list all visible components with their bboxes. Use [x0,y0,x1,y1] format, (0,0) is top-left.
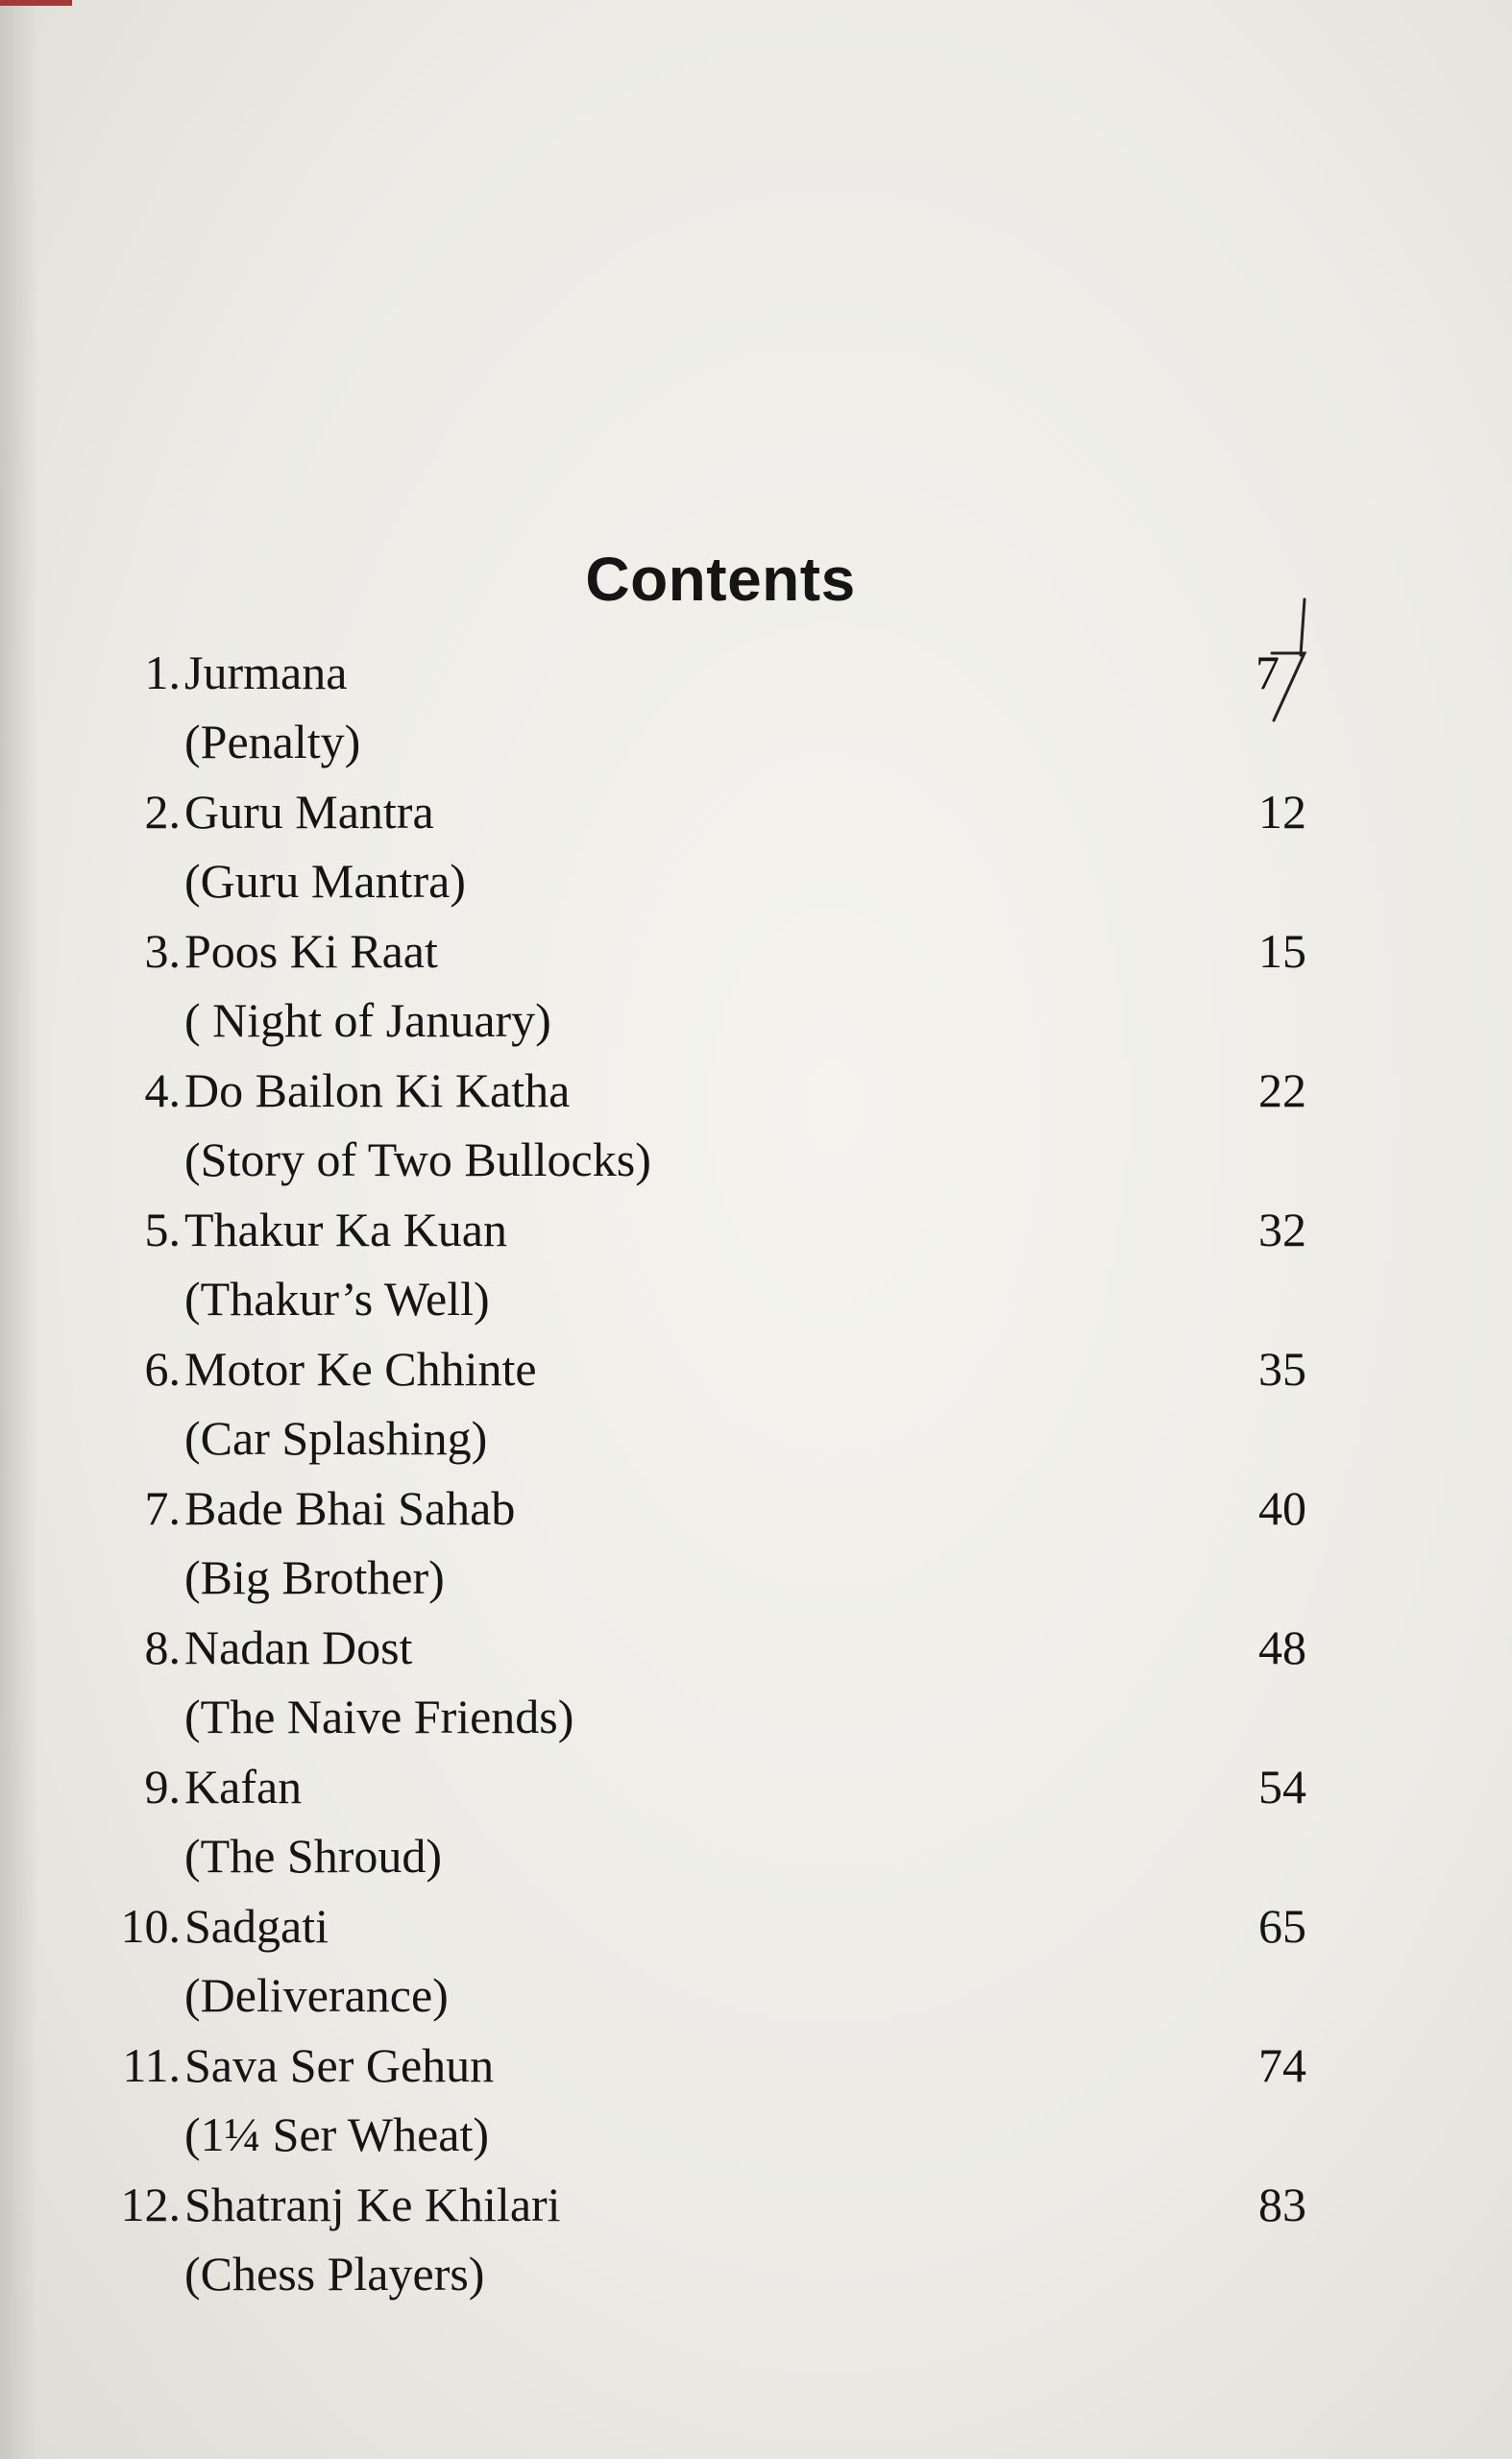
toc-entry-6 [96,1340,1306,1479]
entry-subtitle: (Thakur’s Well) [184,1272,490,1326]
entry-number: 1. [144,645,181,699]
entry-subtitle: (Story of Two Bullocks) [184,1132,651,1186]
toc-entry-2 [96,783,1306,922]
entry-title: Shatranj Ke Khilari [184,2178,561,2231]
entry-title: Jurmana [184,645,348,699]
page-title: Contents [585,545,856,614]
entry-title: Guru Mantra [184,785,434,839]
entry-title: Poos Ki Raat [184,924,438,978]
entry-page-number: 65 [1258,1899,1306,1953]
entry-page-number: 12 [1258,785,1306,839]
entry-subtitle: (Deliverance) [184,1968,449,2022]
entry-number: 8. [144,1620,181,1674]
entry-title: Kafan [184,1760,303,1814]
toc-entry-8 [96,1619,1306,1758]
entry-subtitle: (Car Splashing) [184,1411,488,1465]
entry-page-number: 48 [1258,1620,1306,1674]
entry-title: Thakur Ka Kuan [184,1203,507,1256]
entry-number: 7. [144,1481,181,1535]
entry-page-number: 35 [1258,1342,1306,1396]
entry-page-number: 54 [1258,1760,1306,1814]
toc-entry-10 [96,1897,1306,2036]
toc-entry-9 [96,1758,1306,1897]
toc-entry-1 [96,644,1306,783]
entry-page-number: 32 [1258,1203,1306,1256]
toc-entry-5 [96,1201,1306,1340]
table-of-contents [96,644,1306,2315]
entry-page-number: 83 [1258,2178,1306,2231]
entry-title: Sadgati [184,1899,329,1953]
entry-subtitle: (The Shroud) [184,1829,442,1883]
entry-number: 12. [120,2178,181,2231]
entry-number: 4. [144,1063,181,1117]
entry-number: 5. [144,1203,181,1256]
entry-subtitle: (Big Brother) [184,1550,445,1604]
toc-entry-3 [96,922,1306,1061]
entry-subtitle: (Penalty) [184,715,361,768]
entry-number: 2. [144,785,181,839]
entry-subtitle: (Guru Mantra) [184,854,466,908]
entry-number: 10. [120,1899,181,1953]
entry-title: Nadan Dost [184,1620,413,1674]
entry-title: Do Bailon Ki Katha [184,1063,571,1117]
entry-page-number: 7 [1256,645,1280,699]
entry-page-number: 40 [1258,1481,1306,1535]
entry-page-number: 22 [1258,1063,1306,1117]
toc-entry-11 [96,2036,1306,2176]
page-corner-mark [0,0,72,6]
entry-number: 6. [144,1342,181,1396]
entry-title: Sava Ser Gehun [184,2038,495,2092]
entry-subtitle: (Chess Players) [184,2247,485,2301]
toc-entry-4 [96,1061,1306,1201]
entry-subtitle: ( Night of January) [184,993,551,1047]
entry-title: Bade Bhai Sahab [184,1481,516,1535]
entry-number: 11. [122,2038,181,2092]
entry-number: 9. [144,1760,181,1814]
entry-subtitle: (1¼ Ser Wheat) [184,2107,490,2161]
toc-entry-7 [96,1479,1306,1619]
entry-page-number: 15 [1258,924,1306,978]
entry-title: Motor Ke Chhinte [184,1342,537,1396]
entry-number: 3. [144,924,181,978]
entry-page-number: 74 [1258,2038,1306,2092]
toc-entry-12 [96,2176,1306,2315]
entry-subtitle: (The Naive Friends) [184,1690,574,1743]
